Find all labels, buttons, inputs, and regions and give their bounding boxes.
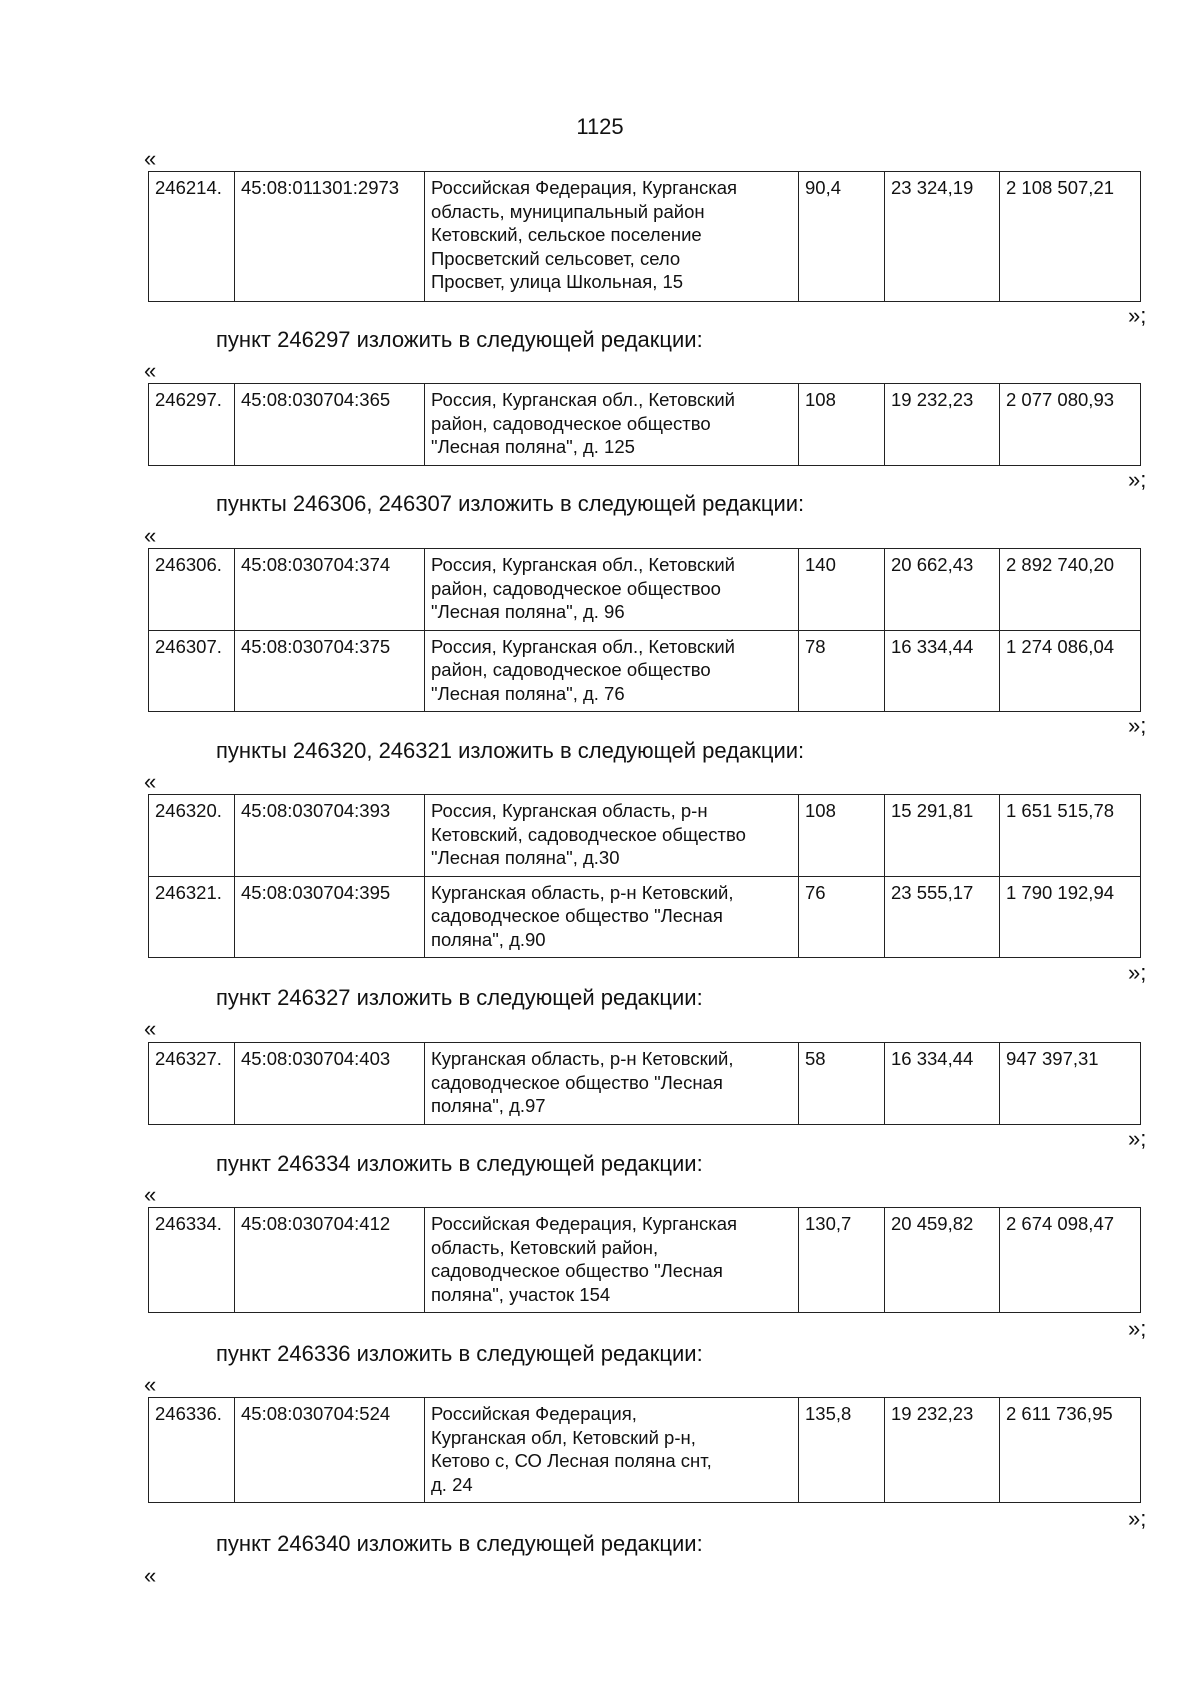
amendment-instruction: пункты 246306, 246307 изложить в следующей редакции:: [216, 491, 805, 516]
closing-quote: »;: [1128, 467, 1147, 492]
amendment-instruction: пункт 246340 изложить в следующей редакции:: [216, 1531, 703, 1556]
address: Российская Федерация, Курганская область, Кетовский район, садоводческое общество "Лесная поляна", участок 154: [425, 1208, 799, 1313]
area: 108: [799, 384, 885, 466]
area: 140: [799, 549, 885, 631]
cadastral-value: 2 108 507,21: [1000, 172, 1141, 302]
amendment-instruction: пункт 246327 изложить в следующей редакции:: [216, 985, 703, 1010]
cadastral-value: 1 651 515,78: [1000, 795, 1141, 877]
cadastral-number: 45:08:011301:2973: [235, 172, 425, 302]
closing-quote: »;: [1128, 960, 1147, 985]
row-number: 246321.: [149, 876, 235, 958]
opening-quote: «: [144, 1016, 157, 1041]
registry-table: [148, 1042, 1141, 1125]
specific-value: 19 232,23: [885, 384, 1000, 466]
address: Россия, Курганская обл., Кетовский район, садоводческое общество "Лесная поляна", д. 76: [425, 630, 799, 712]
area: 108: [799, 795, 885, 877]
specific-value: 19 232,23: [885, 1398, 1000, 1503]
table-row: [149, 384, 1141, 466]
registry-table: [148, 1397, 1141, 1503]
cadastral-number: 45:08:030704:524: [235, 1398, 425, 1503]
amendment-instruction: пункт 246334 изложить в следующей редакции:: [216, 1151, 703, 1176]
opening-quote: «: [144, 769, 157, 794]
cadastral-value: 2 077 080,93: [1000, 384, 1141, 466]
table-row: [149, 1398, 1141, 1503]
cadastral-number: 45:08:030704:365: [235, 384, 425, 466]
specific-value: 23 555,17: [885, 876, 1000, 958]
address: Курганская область, р-н Кетовский, садоводческое общество "Лесная поляна", д.90: [425, 876, 799, 958]
table-row: [149, 630, 1141, 712]
cadastral-number: 45:08:030704:395: [235, 876, 425, 958]
table-row: [149, 1208, 1141, 1313]
closing-quote: »;: [1128, 1316, 1147, 1341]
area: 76: [799, 876, 885, 958]
amendment-instruction: пункты 246320, 246321 изложить в следующей редакции:: [216, 738, 805, 763]
opening-quote: «: [144, 1372, 157, 1397]
closing-quote: »;: [1128, 713, 1147, 738]
specific-value: 23 324,19: [885, 172, 1000, 302]
amendment-instruction: пункт 246336 изложить в следующей редакции:: [216, 1341, 703, 1366]
opening-quote: «: [144, 146, 157, 171]
row-number: 246214.: [149, 172, 235, 302]
registry-table: [148, 1207, 1141, 1313]
registry-table: [148, 548, 1141, 712]
address: Курганская область, р-н Кетовский, садоводческое общество "Лесная поляна", д.97: [425, 1043, 799, 1125]
table-row: [149, 1043, 1141, 1125]
area: 78: [799, 630, 885, 712]
closing-quote: »;: [1128, 1506, 1147, 1531]
specific-value: 20 662,43: [885, 549, 1000, 631]
cadastral-value: 947 397,31: [1000, 1043, 1141, 1125]
row-number: 246307.: [149, 630, 235, 712]
address: Россия, Курганская область, р-н Кетовский, садоводческое общество "Лесная поляна", д.30: [425, 795, 799, 877]
page-number: 1125: [576, 114, 624, 139]
opening-quote: «: [144, 523, 157, 548]
row-number: 246327.: [149, 1043, 235, 1125]
area: 58: [799, 1043, 885, 1125]
closing-quote: »;: [1128, 303, 1147, 328]
specific-value: 16 334,44: [885, 630, 1000, 712]
row-number: 246334.: [149, 1208, 235, 1313]
specific-value: 20 459,82: [885, 1208, 1000, 1313]
cadastral-number: 45:08:030704:374: [235, 549, 425, 631]
area: 90,4: [799, 172, 885, 302]
cadastral-number: 45:08:030704:375: [235, 630, 425, 712]
area: 130,7: [799, 1208, 885, 1313]
address: Россия, Курганская обл., Кетовский район, садоводческое обществоо "Лесная поляна", д. 96: [425, 549, 799, 631]
address: Российская Федерация, Курганская обл, Кетовский р-н, Кетово с, СО Лесная поляна снт, д. 24: [425, 1398, 799, 1503]
opening-quote: «: [144, 1563, 157, 1588]
cadastral-value: 2 674 098,47: [1000, 1208, 1141, 1313]
cadastral-value: 2 611 736,95: [1000, 1398, 1141, 1503]
opening-quote: «: [144, 358, 157, 383]
row-number: 246336.: [149, 1398, 235, 1503]
table-row: [149, 795, 1141, 877]
closing-quote: »;: [1128, 1126, 1147, 1151]
table-row: [149, 172, 1141, 302]
table-row: [149, 549, 1141, 631]
cadastral-value: 1 274 086,04: [1000, 630, 1141, 712]
opening-quote: «: [144, 1182, 157, 1207]
area: 135,8: [799, 1398, 885, 1503]
row-number: 246320.: [149, 795, 235, 877]
address: Россия, Курганская обл., Кетовский район, садоводческое общество "Лесная поляна", д. 125: [425, 384, 799, 466]
row-number: 246297.: [149, 384, 235, 466]
address: Российская Федерация, Курганская область, муниципальный район Кетовский, сельское поселение Просветский сельсовет, село Просвет, улица Школьная, 15: [425, 172, 799, 302]
registry-table: [148, 171, 1141, 302]
cadastral-value: 1 790 192,94: [1000, 876, 1141, 958]
cadastral-number: 45:08:030704:403: [235, 1043, 425, 1125]
cadastral-value: 2 892 740,20: [1000, 549, 1141, 631]
registry-table: [148, 383, 1141, 466]
specific-value: 15 291,81: [885, 795, 1000, 877]
specific-value: 16 334,44: [885, 1043, 1000, 1125]
cadastral-number: 45:08:030704:412: [235, 1208, 425, 1313]
amendment-instruction: пункт 246297 изложить в следующей редакции:: [216, 327, 703, 352]
row-number: 246306.: [149, 549, 235, 631]
cadastral-number: 45:08:030704:393: [235, 795, 425, 877]
table-row: [149, 876, 1141, 958]
registry-table: [148, 794, 1141, 958]
